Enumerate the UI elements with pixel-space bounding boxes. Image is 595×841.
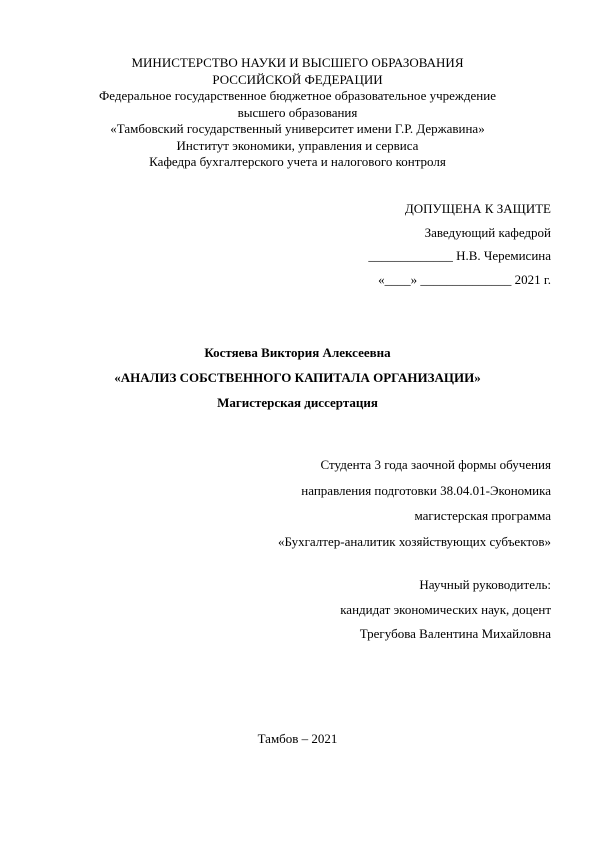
approval-position: Заведующий кафедрой bbox=[424, 224, 551, 240]
approval-block bbox=[368, 197, 551, 291]
supervisor-name: Трегубова Валентина Михайловна bbox=[359, 626, 551, 641]
ministry-line-1: МИНИСТЕРСТВО НАУКИ И ВЫСШЕГО ОБРАЗОВАНИЯ bbox=[131, 55, 464, 70]
ministry-line-2: РОССИЙСКОЙ ФЕДЕРАЦИИ bbox=[212, 71, 383, 87]
approval-title: ДОПУЩЕНА К ЗАЩИТЕ bbox=[404, 201, 551, 216]
institute-name: Институт экономики, управления и сервиса bbox=[176, 137, 419, 153]
work-title-block bbox=[0, 340, 595, 415]
approval-signature-line: _____________ Н.В. Черемисина bbox=[368, 248, 551, 263]
supervisor-block bbox=[340, 573, 551, 647]
work-type: Магистерская диссертация bbox=[217, 395, 378, 410]
institution-header bbox=[0, 55, 595, 171]
thesis-title: «АНАЛИЗ СОБСТВЕННОГО КАПИТАЛА ОРГАНИЗАЦИИ» bbox=[114, 370, 481, 385]
student-info-block bbox=[278, 452, 551, 554]
education-level-line: высшего образования bbox=[237, 104, 358, 120]
author-name: Костяева Виктория Алексеевна bbox=[204, 345, 391, 360]
student-direction: направления подготовки 38.04.01-Экономика bbox=[301, 482, 551, 498]
department-name: Кафедра бухгалтерского учета и налогового контроля bbox=[149, 154, 446, 169]
institution-type-line: Федеральное государственное бюджетное образовательное учреждение bbox=[99, 88, 496, 103]
supervisor-degree: кандидат экономических наук, доцент bbox=[340, 601, 551, 617]
supervisor-label: Научный руководитель: bbox=[419, 577, 551, 592]
city-year: Тамбов – 2021 bbox=[257, 731, 338, 746]
student-program-name: «Бухгалтер-аналитик хозяйствующих субъектов» bbox=[277, 533, 551, 549]
university-name: «Тамбовский государственный университет имени Г.Р. Державина» bbox=[110, 121, 485, 136]
approval-date-line: «____» ______________ 2021 г. bbox=[378, 271, 551, 287]
student-study-form: Студента 3 года заочной формы обучения bbox=[320, 457, 551, 472]
student-program-label: магистерская программа bbox=[414, 508, 551, 523]
